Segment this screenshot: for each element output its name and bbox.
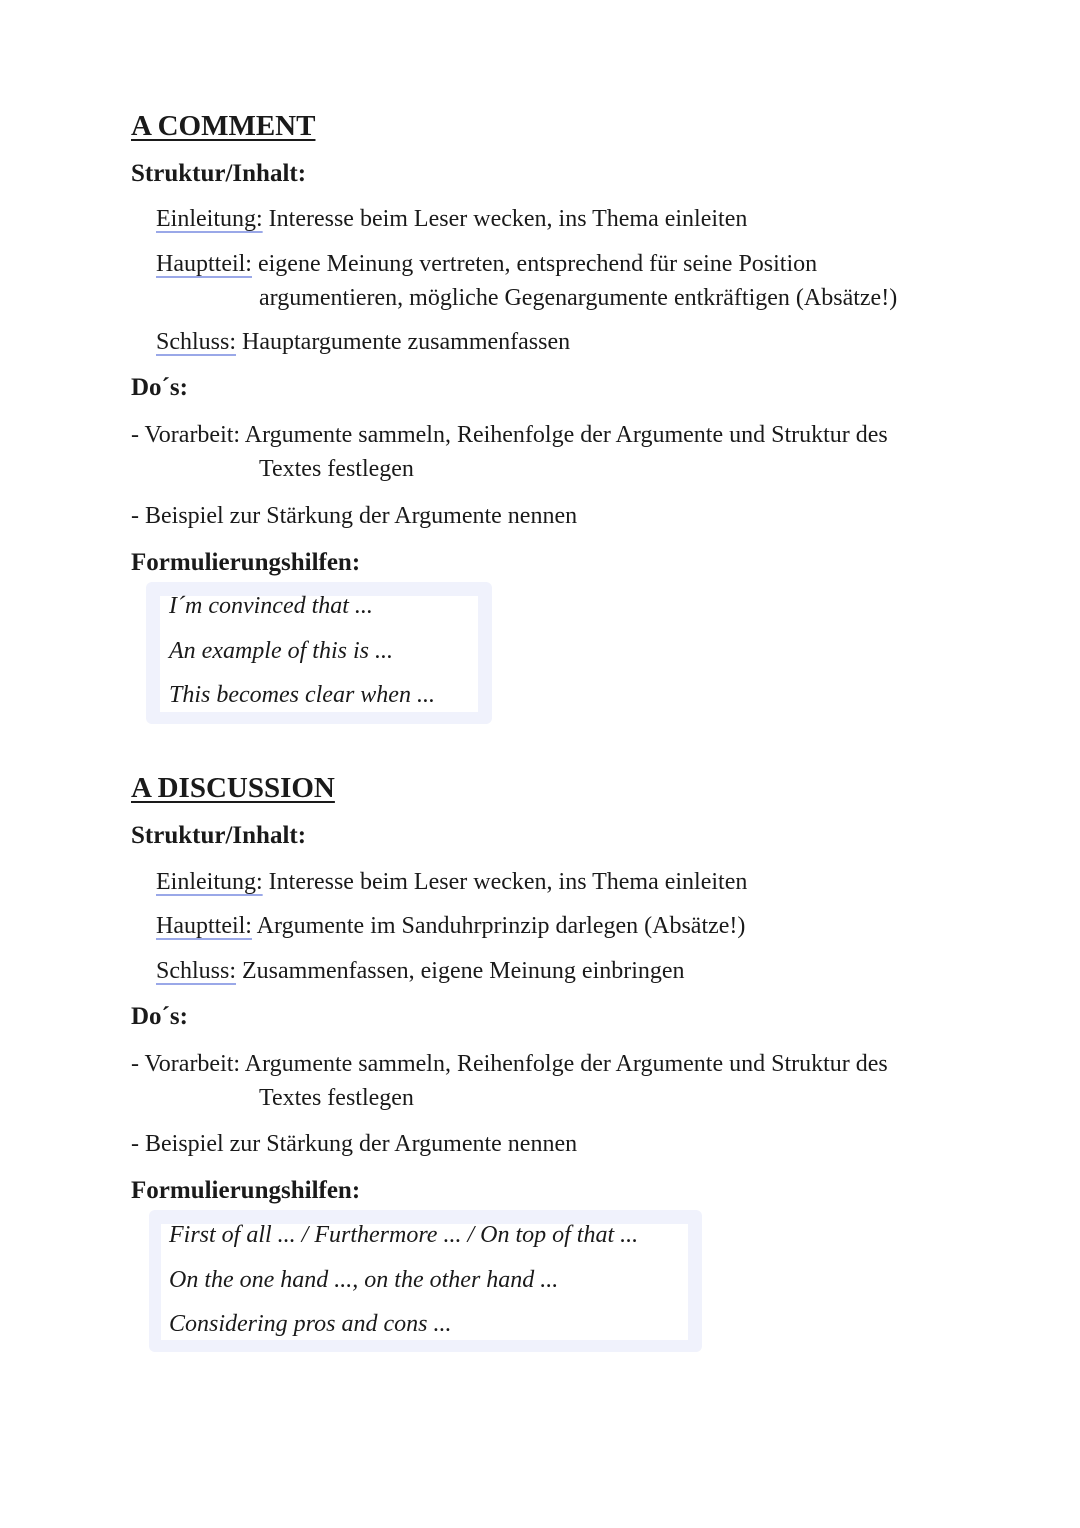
comment-phrases-heading: Formulierungshilfen: xyxy=(131,549,361,576)
discussion-structure-main xyxy=(156,913,745,940)
comment-structure-main-cont: argumentieren, mögliche Gegenargumente entkräftigen (Absätze!) xyxy=(259,285,898,311)
comment-structure-end xyxy=(156,329,570,356)
structure-text: Hauptargumente zusammenfassen xyxy=(242,329,571,355)
comment-dos-item-cont: Textes festlegen xyxy=(259,456,414,482)
structure-text: Interesse beim Leser wecken, ins Thema einleiten xyxy=(268,869,748,895)
structure-label: Einleitung: xyxy=(156,869,263,895)
phrase-item: This becomes clear when ... xyxy=(169,682,435,708)
phrase-item: An example of this is ... xyxy=(169,638,393,664)
comment-phrases-box xyxy=(146,582,492,724)
comment-dos-heading: Do´s: xyxy=(131,374,188,401)
discussion-dos-item: - Vorarbeit: Argumente sammeln, Reihenfolge der Argumente und Struktur des xyxy=(131,1051,888,1077)
phrase-item: I´m convinced that ... xyxy=(169,593,373,619)
phrase-item: On the one hand ..., on the other hand ... xyxy=(169,1267,559,1293)
discussion-phrases-box xyxy=(149,1210,702,1352)
structure-text: Argumente im Sanduhrprinzip darlegen (Absätze!) xyxy=(256,913,746,939)
phrase-item: Considering pros and cons ... xyxy=(169,1311,452,1337)
structure-label: Schluss: xyxy=(156,958,237,984)
comment-structure-main xyxy=(156,251,817,278)
structure-text: eigene Meinung vertreten, entsprechend für seine Position xyxy=(257,251,818,277)
discussion-structure-heading: Struktur/Inhalt: xyxy=(131,822,307,849)
structure-label: Schluss: xyxy=(156,329,237,355)
structure-label: Hauptteil: xyxy=(156,251,252,277)
discussion-structure-intro xyxy=(156,869,747,896)
discussion-title: A DISCUSSION xyxy=(131,772,335,804)
comment-dos-item: - Vorarbeit: Argumente sammeln, Reihenfolge der Argumente und Struktur des xyxy=(131,422,888,448)
structure-label: Einleitung: xyxy=(156,206,263,232)
comment-title: A COMMENT xyxy=(131,110,316,142)
phrase-item: First of all ... / Furthermore ... / On top of that ... xyxy=(169,1222,639,1248)
comment-structure-heading: Struktur/Inhalt: xyxy=(131,160,307,187)
discussion-dos-item-cont: Textes festlegen xyxy=(259,1085,414,1111)
discussion-dos-heading: Do´s: xyxy=(131,1003,188,1030)
discussion-phrases-heading: Formulierungshilfen: xyxy=(131,1177,361,1204)
structure-text: Interesse beim Leser wecken, ins Thema einleiten xyxy=(268,206,748,232)
comment-structure-intro xyxy=(156,206,747,233)
structure-text: Zusammenfassen, eigene Meinung einbringen xyxy=(242,958,685,984)
structure-label: Hauptteil: xyxy=(156,913,252,939)
discussion-structure-end xyxy=(156,958,685,985)
discussion-dos-item: - Beispiel zur Stärkung der Argumente nennen xyxy=(131,1131,578,1157)
comment-dos-item: - Beispiel zur Stärkung der Argumente nennen xyxy=(131,503,578,529)
